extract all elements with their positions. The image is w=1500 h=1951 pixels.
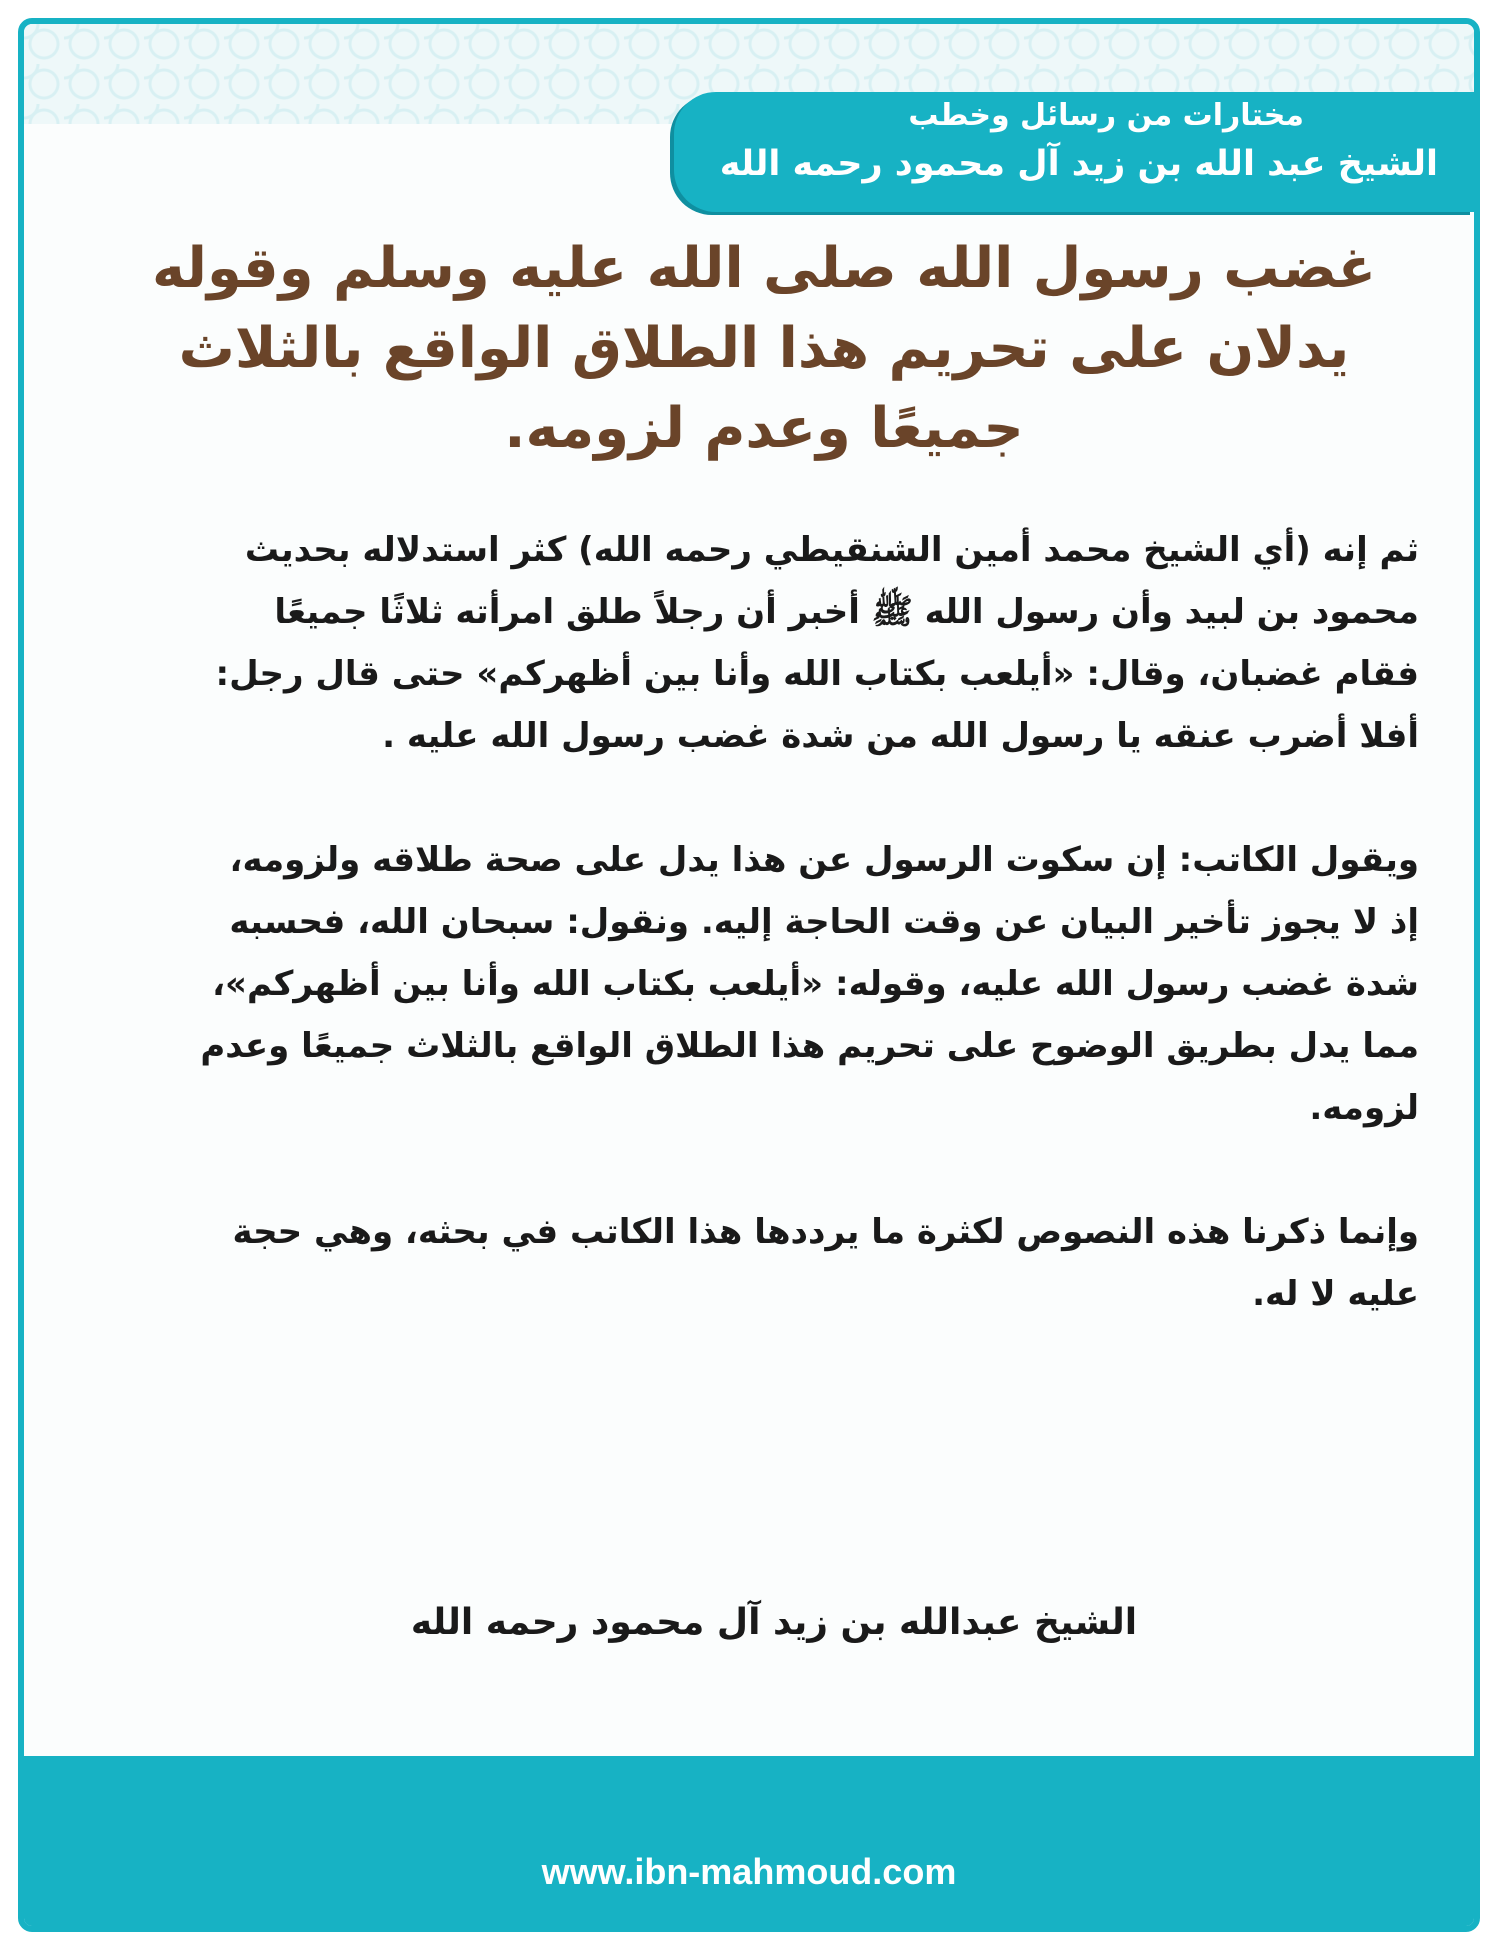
paragraph-3: وإنما ذكرنا هذه النصوص لكثرة ما يرددها هذا الكاتب في بحثه، وهي حجة عليه لا له. [232,1212,1419,1314]
header-banner [674,92,1474,212]
paragraph-2: ويقول الكاتب: إن سكوت الرسول عن هذا يدل على صحة طلاقه ولزومه، إذ لا يجوز تأخير البيان عن وقت الحاجة إليه. ونقول: سبحان الله، فحسبه شدة غضب رسول الله عليه، وقوله: «أيلعب بكتاب الله وأنا بين أظهركم»، مما يدل بطريق الوضوح على تحريم هذا الطلاق الواقع بالثلاث جميعًا وعدم لزومه. [200,840,1419,1128]
header-series-title: مختارات من رسائل وخطب [908,98,1304,133]
header-author-name: الشيخ عبد الله بن زيد آل محمود رحمه الله [719,144,1438,184]
paragraph-1: ثم إنه (أي الشيخ محمد أمين الشنقيطي رحمه الله) كثر استدلاله بحديث محمود بن لبيد وأن رسول الله ﷺ أخبر أن رجلاً طلق امرأته ثلاثًا جميعًا فقام غضبان، وقال: «أيلعب بكتاب الله وأنا بين أظهركم» حتى قال رجل: أفلا أضرب عنقه يا رسول الله من شدة غضب رسول الله عليه . [215,530,1419,756]
article-title: غضب رسول الله صلى الله عليه وسلم وقوله يدلان على تحريم هذا الطلاق الواقع بالثلاث جميعًا وعدم لزومه. [151,236,1377,461]
article-body [199,519,1419,1387]
author-signature: الشيخ عبدالله بن زيد آل محمود رحمه الله [410,1602,1138,1643]
website-link[interactable]: www.ibn-mahmoud.com [541,1851,957,1892]
footer-bar [24,1756,1474,1926]
page-frame [18,18,1480,1932]
